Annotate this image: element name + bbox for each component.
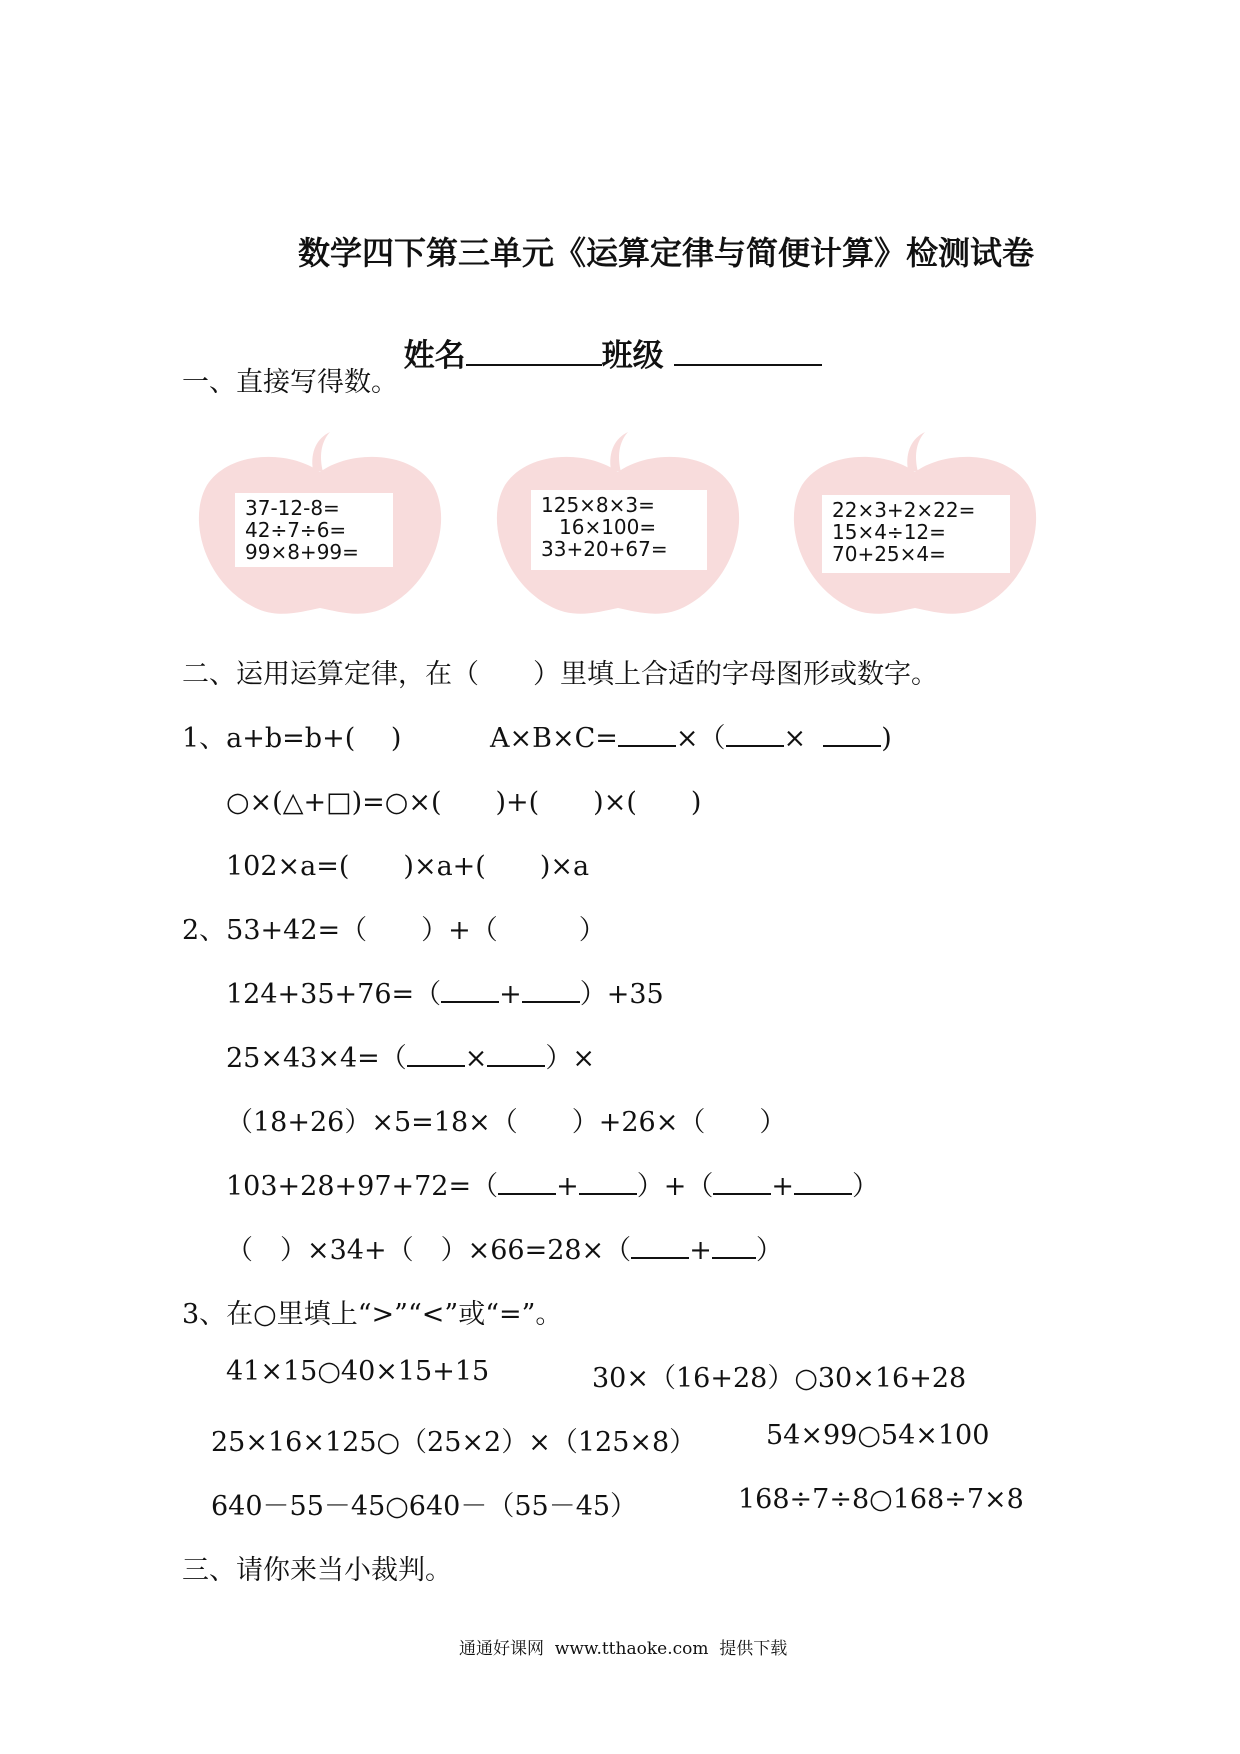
q2-e-text-4: + [771,1171,794,1202]
q2-f-blank-2[interactable] [712,1235,756,1259]
q3-row-2-left: 25×16×125○（25×2）×（125×8） [211,1427,697,1458]
q2-c-blank-1[interactable] [407,1043,465,1067]
footer-credit: 通通好课网 www.tthaoke.com 提供下载 [459,1639,788,1659]
section-1-heading: 一、直接写得数。 [182,367,398,398]
apple-card-2-text [531,490,707,570]
q2-e-blank-4[interactable] [794,1171,852,1195]
q3-row-3-left: 640－55－45○640－（55－45） [211,1491,638,1522]
q2-c-blank-2[interactable] [487,1043,545,1067]
apple-card-3 [790,430,1040,620]
apple-1-line-2: 42÷7÷6= [245,518,347,542]
apple-1-line-1: 37-12-8= [245,496,340,520]
q2-b-blank-1[interactable] [441,979,499,1003]
apple-card-2 [493,430,743,620]
page-title: 数学四下第三单元《运算定律与简便计算》检测试卷 [298,234,1035,272]
q3-heading: 3、在○里填上“>”“<”或“=”。 [182,1299,563,1330]
apple-card-3-text [822,495,1010,573]
q2-f-text-3: ） [755,1235,783,1266]
q2-c-text-3: ）× [545,1043,596,1074]
q3-row-1-left: 41×15○40×15+15 [226,1356,490,1387]
apple-2-line-3: 33+20+67= [541,537,668,561]
apple-3-line-2: 15×4÷12= [832,520,946,544]
q2-e-text-1: 103+28+97+72=（ [226,1171,499,1202]
q1-b-blank-3[interactable] [823,723,881,747]
q1-line-b [490,716,892,755]
q2-b-blank-2[interactable] [522,979,580,1003]
name-class-bar [382,294,822,375]
q1-b-text-1: A×B×C= [490,723,618,754]
q1-line-a: 1、a+b=b+( ) [182,723,402,754]
section-2-heading: 二、运用运算定律，在（ ）里填上合适的字母图形或数字。 [182,659,938,690]
apple-3-line-1: 22×3+2×22= [832,498,976,522]
section-3-heading: 三、请你来当小裁判。 [182,1555,452,1586]
q1-b-text-2: ×（ [675,723,726,754]
q2-line-b [226,972,664,1011]
q2-e-blank-1[interactable] [498,1171,556,1195]
name-blank[interactable] [466,338,602,366]
q1-b-text-3: × [783,723,807,754]
q2-f-text-2: + [689,1235,712,1266]
class-blank[interactable] [674,338,822,366]
q2-line-a: 2、53+42=（ ）+（ ） [182,915,606,946]
q2-b-text-2: + [499,979,522,1010]
q1-line-c: ○×(△+□)=○×( )+( )×( ) [226,787,702,818]
q2-b-text-3: ）+35 [579,979,664,1010]
apple-card-1 [195,430,445,620]
apple-3-line-3: 70+25×4= [832,542,946,566]
q2-f-text-1: （ ）×34+（ ）×66=28×（ [226,1235,632,1266]
q2-f-blank-1[interactable] [631,1235,689,1259]
q1-line-d: 102×a=( )×a+( )×a [226,851,590,882]
q2-line-c [226,1036,595,1075]
q3-row-1-right: 30×（16+28）○30×16+28 [592,1363,967,1394]
q2-e-blank-3[interactable] [713,1171,771,1195]
q2-b-text-1: 124+35+76=（ [226,979,442,1010]
apple-2-line-1: 125×8×3= [541,493,655,517]
q2-line-f [226,1228,783,1267]
q3-row-3-right: 168÷7÷8○168÷7×8 [738,1484,1024,1515]
apple-2-line-2: 16×100= [559,515,657,539]
apple-1-line-3: 99×8+99= [245,540,359,564]
q2-e-text-3: ）+（ [636,1171,714,1202]
q2-e-text-2: + [556,1171,579,1202]
q2-c-text-1: 25×43×4=（ [226,1043,407,1074]
q1-b-text-4: ) [881,723,892,754]
q1-b-blank-2[interactable] [726,723,784,747]
q2-line-e [226,1164,879,1203]
q2-c-text-2: × [464,1043,488,1074]
q2-line-d: （18+26）×5=18×（ ）+26×（ ） [226,1107,787,1138]
q2-e-blank-2[interactable] [579,1171,637,1195]
q3-row-2-right: 54×99○54×100 [766,1420,990,1451]
q1-b-blank-1[interactable] [618,723,676,747]
name-label: 姓名 [403,338,466,374]
q2-e-text-5: ） [851,1171,879,1202]
class-label: 班级 [601,338,664,374]
apple-card-1-text [235,493,393,567]
